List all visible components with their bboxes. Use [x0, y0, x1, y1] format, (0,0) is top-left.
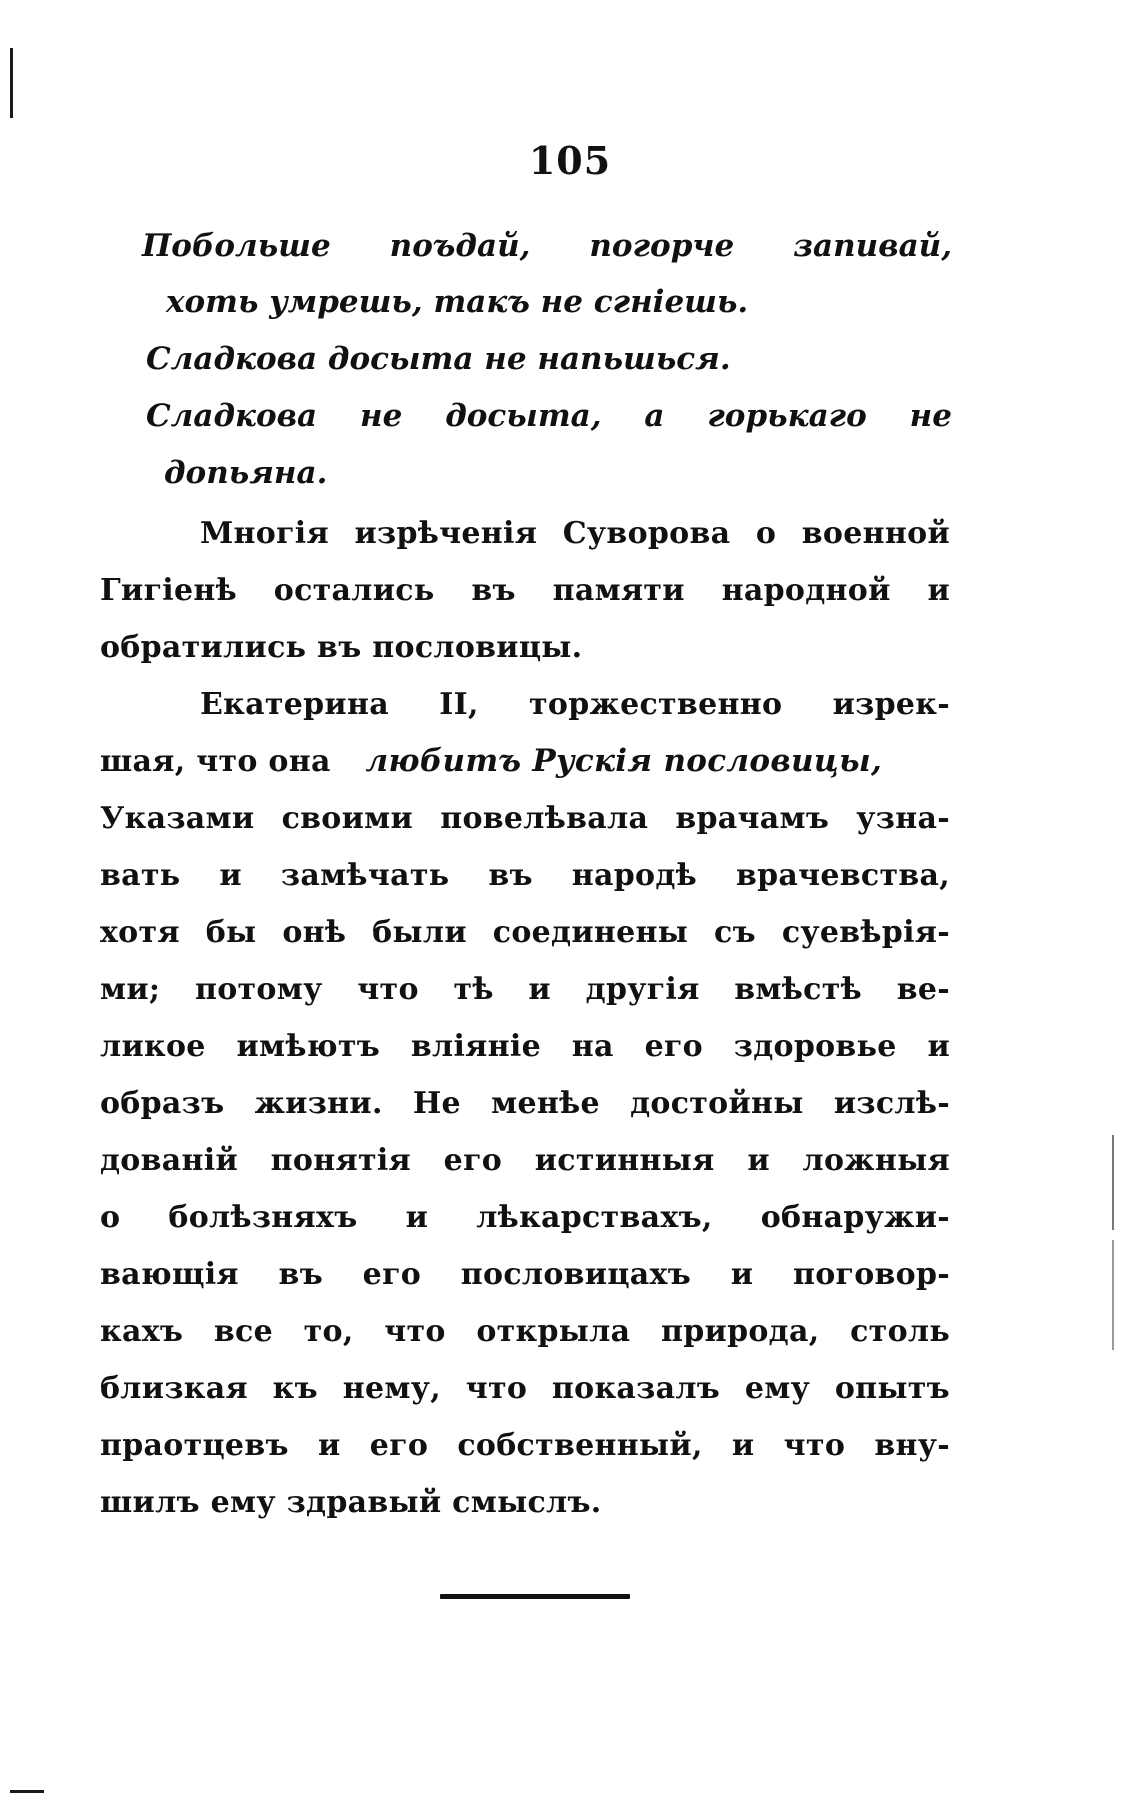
paragraph-line: праотцевъ и его собственный, и что вну- [100, 1428, 950, 1463]
closing-rule-divider [440, 1594, 630, 1599]
page-number: 105 [528, 138, 612, 183]
paragraph-line: вать и замѣчать въ народѣ врачевства, [100, 858, 950, 893]
paragraph-line: Многiя изрѣченiя Суворова о военной [200, 516, 950, 551]
proverb-line: Сладкова досыта не напьшься. [146, 341, 731, 377]
paragraph-line: обратились въ пословицы. [100, 630, 583, 665]
paragraph-line: ликое имѣютъ влiянiе на его здоровье и [100, 1029, 950, 1064]
paragraph-line: образъ жизни. Не менѣе достойны изслѣ- [100, 1086, 950, 1121]
paragraph-line: кахъ все то, что открыла природа, столь [100, 1314, 950, 1349]
paragraph-line: хотя бы онѣ были соединены съ суевѣрiя- [100, 915, 950, 950]
paragraph-line: близкая къ нему, что показалъ ему опытъ [100, 1371, 950, 1406]
paragraph-line: шилъ ему здравый смыслъ. [100, 1485, 602, 1520]
proverb-line: Побольше поъдай, погорче запивай, [142, 228, 952, 264]
proverb-line: допьяна. [164, 455, 328, 491]
paragraph-line: Указами своими повелѣвала врачамъ узна- [100, 801, 950, 836]
paragraph-line: ми; потому что тѣ и другiя вмѣстѣ ве- [100, 972, 950, 1007]
paragraph-line: дованiй понятiя его истинныя и ложныя [100, 1143, 950, 1178]
proverb-line: хоть умрешь, такъ не сгнiешь. [166, 284, 749, 320]
scan-edge-mark [10, 48, 13, 118]
scan-edge-mark [1112, 1240, 1114, 1350]
proverb-line: Сладкова не досыта, а горькаго не [146, 398, 952, 434]
scan-edge-mark [1112, 1135, 1114, 1230]
paragraph-line: Гигiенѣ остались въ памяти народной и [100, 573, 950, 608]
scan-edge-mark [10, 1790, 44, 1793]
quoted-italic-phrase: любитъ Рускiя пословицы, [365, 743, 883, 779]
paragraph-text: шая, что она [100, 744, 331, 779]
paragraph-line: Екатерина II, торжественно изрек- [200, 687, 950, 722]
paragraph-line-mixed [100, 733, 950, 790]
paragraph-line: вающiя въ его пословицахъ и поговор- [100, 1257, 950, 1292]
paragraph-line: о болѣзняхъ и лѣкарствахъ, обнаружи- [100, 1200, 950, 1235]
